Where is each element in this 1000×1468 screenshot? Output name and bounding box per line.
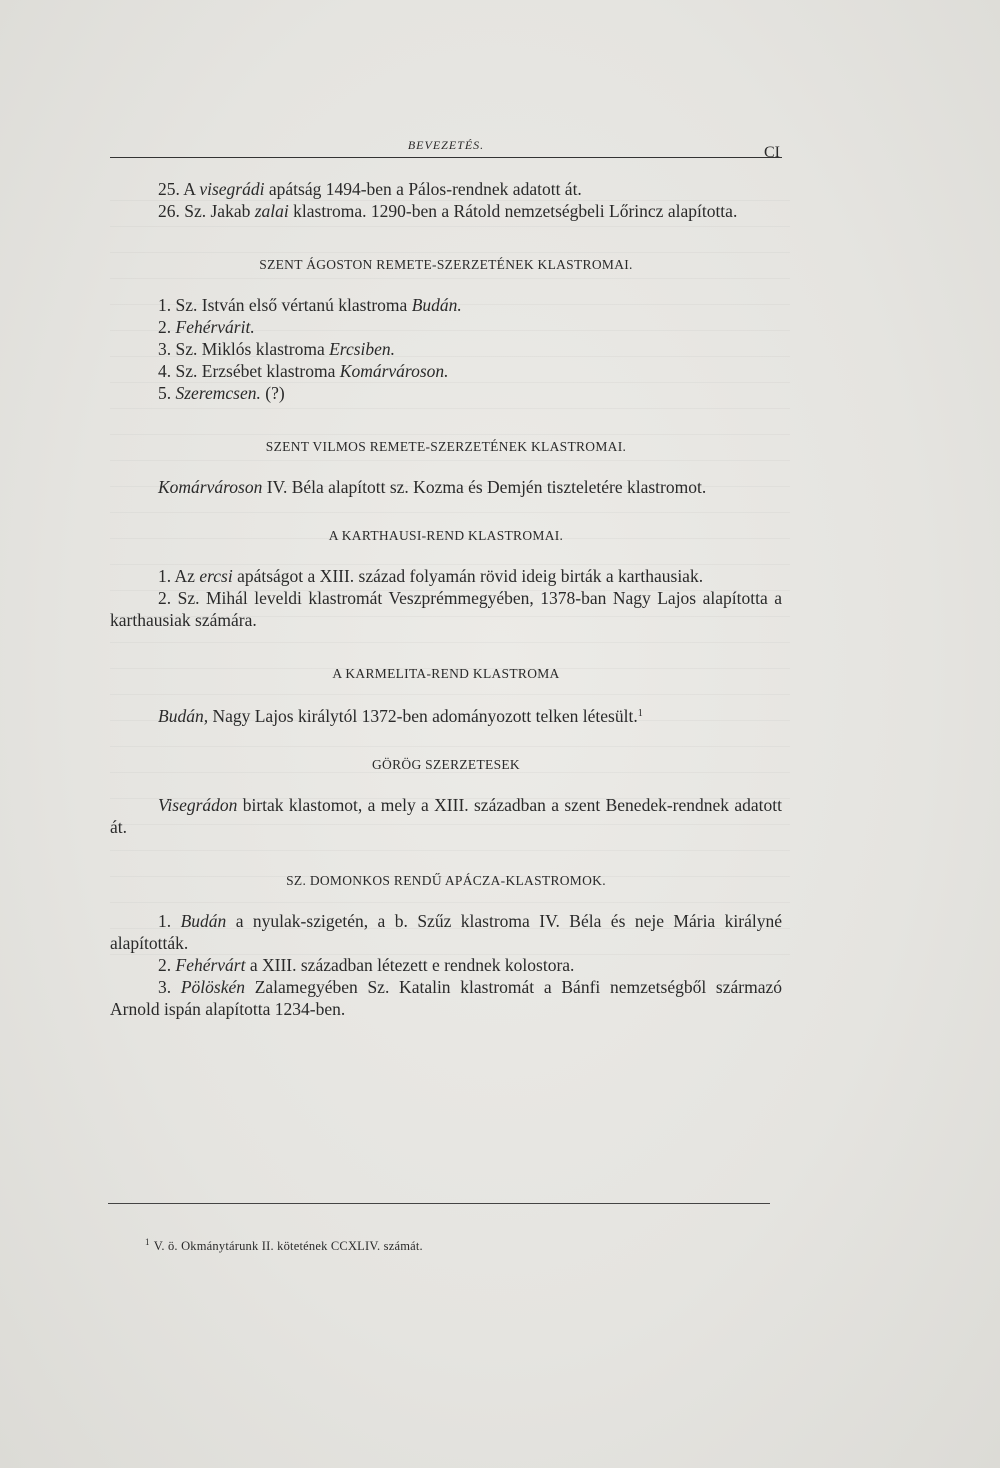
list-item: [110, 382, 782, 404]
entry-place: Budán,: [158, 706, 209, 726]
entry-paragraph: [110, 910, 782, 954]
entry-text: a nyulak-szigetén, a b. Szűz klastroma IV. Béla és neje Mária királyné alapították.: [110, 911, 782, 953]
entry-number: 25.: [158, 179, 180, 199]
entry-text: A: [179, 179, 200, 199]
entry-number: 3.: [158, 339, 172, 359]
entry-text: Sz. Erzsébet klastroma: [171, 361, 340, 381]
section-title: A KARMELITA-REND KLASTROMA: [332, 666, 560, 681]
entry-paragraph: [110, 476, 782, 498]
entry-paragraph: [110, 587, 782, 631]
list-item: [110, 294, 782, 316]
page-number: CI: [764, 144, 780, 161]
entry-paragraph: [110, 794, 782, 838]
list-item: [110, 316, 782, 338]
entry-place: Fehérvárit.: [171, 317, 255, 337]
entry-26: [110, 200, 782, 222]
entry-place: Visegrádon: [158, 795, 238, 815]
entry-text: Sz. Mihál leveldi klastromát Veszprémmegyében, 1378-ban Nagy Lajos alapította a karthausiak számára.: [110, 588, 782, 630]
section-title: A KARTHAUSI-REND KLASTROMAI.: [328, 528, 564, 543]
entry-place: Budán: [171, 911, 227, 931]
entry-number: 4.: [158, 361, 172, 381]
entry-paragraph: [110, 565, 782, 587]
entry-text: Sz. Jakab: [179, 201, 255, 221]
entry-paragraph: [110, 703, 782, 727]
entry-number: 2.: [158, 317, 172, 337]
list-item: [110, 360, 782, 382]
section-title: SZ. DOMONKOS RENDŰ APÁCZA-KLASTROMOK.: [286, 873, 606, 888]
entry-text: (?): [260, 383, 285, 403]
entry-place: Szeremcsen.: [171, 383, 261, 403]
entry-text: a XIII. században létezett e rendnek kolostora.: [245, 955, 575, 975]
footnote-text: V. ö. Okmánytárunk II. kötetének CCXLIV. számát.: [153, 1239, 423, 1253]
entry-place: Pölöskén: [171, 977, 245, 997]
entry-number: 1.: [158, 295, 172, 315]
footnote: [145, 1237, 423, 1254]
entry-place: Ercsiben.: [329, 339, 396, 359]
entry-place: Fehérvárt: [171, 955, 246, 975]
section-title: SZENT VILMOS REMETE-SZERZETÉNEK KLASTROMAI.: [265, 439, 627, 454]
entry-text: birtak klastomot, a mely a XIII. században a szent Benedek-rendnek adatott át.: [110, 795, 782, 837]
entry-text: Sz. Miklós klastroma: [171, 339, 330, 359]
page-header: [110, 132, 782, 164]
entry-paragraph: [110, 954, 782, 976]
entry-text: apátságot a XIII. század folyamán rövid ideig birták a karthausiak.: [232, 566, 704, 586]
entry-place: Budán.: [411, 295, 462, 315]
entry-paragraph: [110, 976, 782, 1020]
entry-number: 5.: [158, 383, 172, 403]
entry-text: IV. Béla alapított sz. Kozma és Demjén tiszteletére klastromot.: [262, 477, 707, 497]
list-item: [110, 338, 782, 360]
running-title: BEVEZETÉS.: [407, 138, 485, 152]
page-body: [110, 178, 782, 1020]
entry-number: 2.: [158, 955, 172, 975]
entry-text: Zalamegyében Sz. Katalin klastromát a Bánfi nemzetségből származó Arnold ispán alapította 1234-ben.: [110, 977, 782, 1019]
entry-place: Komárvároson.: [339, 361, 449, 381]
entry-place: Komárvároson: [158, 477, 263, 497]
entry-text: apátság 1494-ben a Pálos-rendnek adatott át.: [264, 179, 582, 199]
entry-place: ercsi: [199, 566, 233, 586]
entry-number: 2.: [158, 588, 172, 608]
entry-number: 26.: [158, 201, 180, 221]
footnote-mark: 1: [145, 1237, 150, 1247]
footnote-reference: 1: [637, 708, 643, 719]
section-title: GÖRÖG SZERZETESEK: [372, 757, 520, 772]
entry-text: Sz. István első vértanú klastroma: [171, 295, 412, 315]
entry-place: visegrádi: [199, 179, 265, 199]
section-title: SZENT ÁGOSTON REMETE-SZERZETÉNEK KLASTROMAI.: [259, 257, 633, 272]
entry-number: 1.: [158, 911, 172, 931]
entry-text: Nagy Lajos királytól 1372-ben adományozott telken létesült.: [208, 706, 638, 726]
entry-text: Az: [171, 566, 200, 586]
header-rule: [110, 157, 782, 158]
entry-number: 3.: [158, 977, 172, 997]
entry-text: klastroma. 1290-ben a Rátold nemzetségbeli Lőrincz alapította.: [288, 201, 738, 221]
entry-place: zalai: [254, 201, 289, 221]
entry-number: 1.: [158, 566, 172, 586]
footnote-rule: [108, 1203, 770, 1204]
entry-25: [110, 178, 782, 200]
